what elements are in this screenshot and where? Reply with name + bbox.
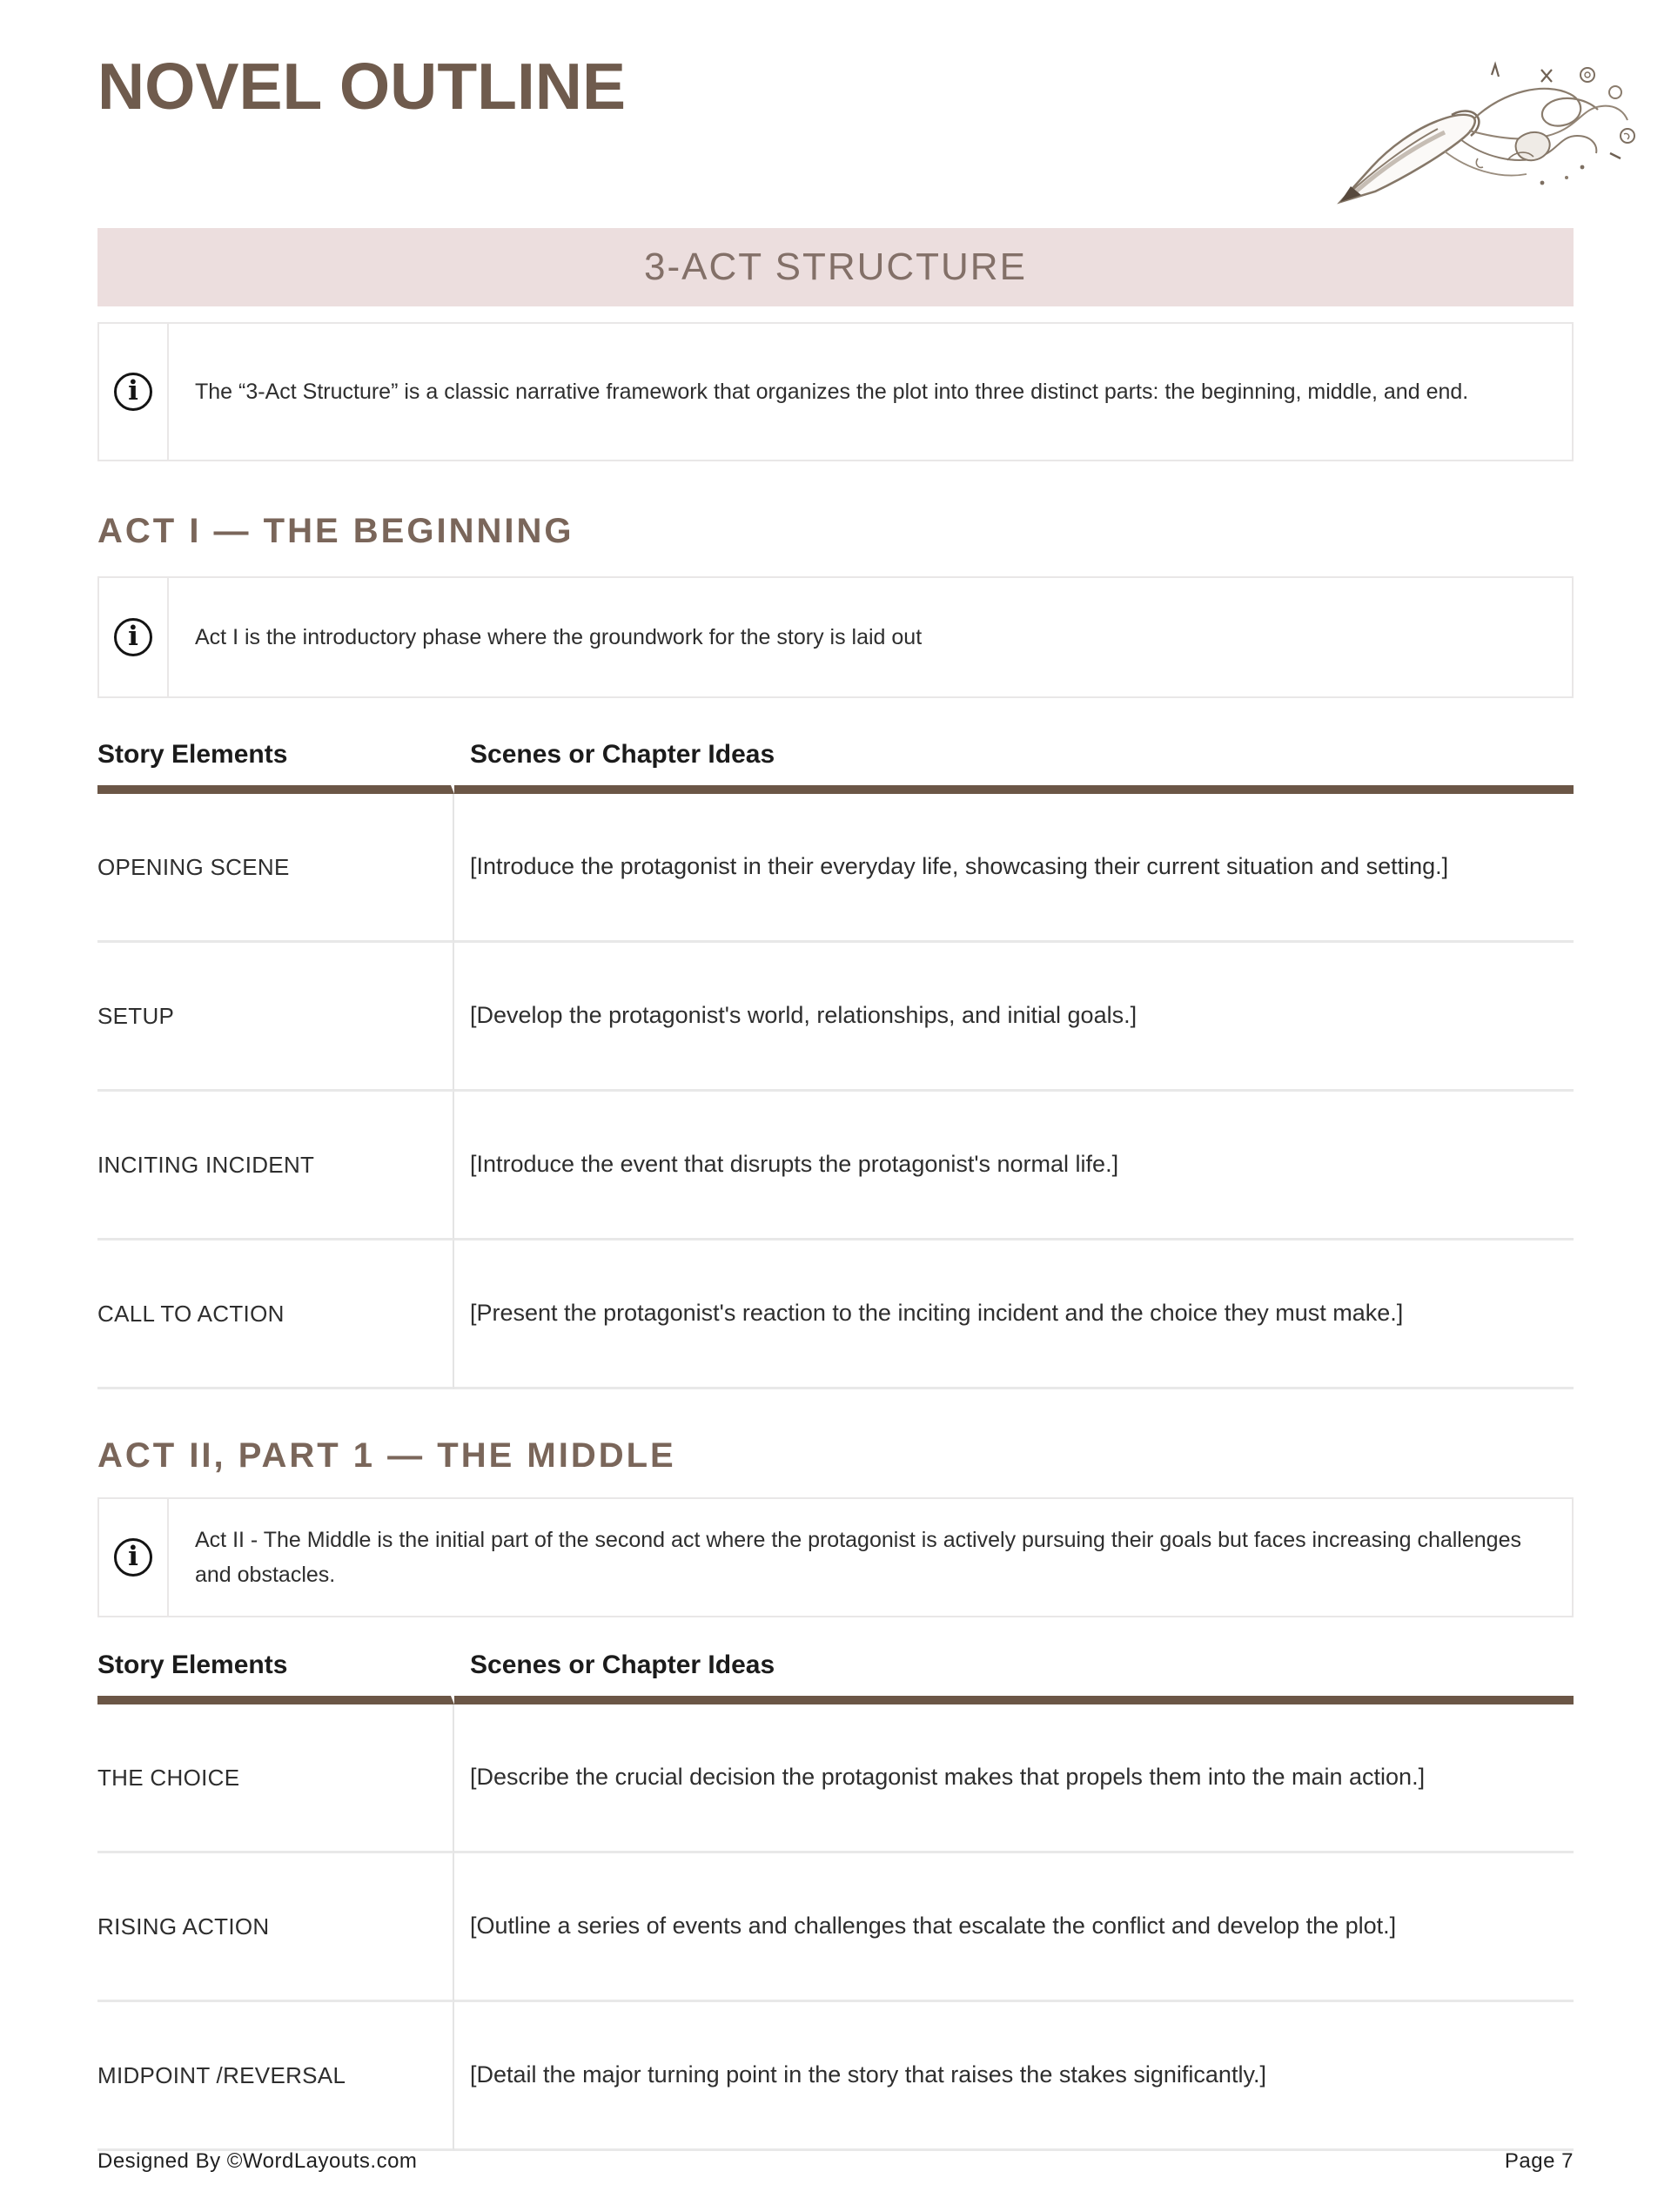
- table-row: [97, 2002, 1574, 2151]
- act2-story-table: [97, 1651, 1574, 2151]
- intro-note-icon-cell: [99, 324, 169, 460]
- act2-note-text: Act II - The Middle is the initial part of the second act where the protagonist is actively pursuing their goals but faces increasing challenges and obstacles.: [195, 1527, 1521, 1588]
- section-banner: [97, 228, 1574, 306]
- document-header: [97, 49, 1574, 124]
- document-page: [0, 49, 1671, 2212]
- act2-heading: ACT II, PART 1 — THE MIDDLE: [97, 1436, 676, 1476]
- table-row: [97, 1853, 1574, 2002]
- scene-idea-cell: [Introduce the event that disrupts the protagonist's normal life.]: [454, 1092, 1574, 1240]
- banner-title: 3-ACT STRUCTURE: [644, 245, 1027, 289]
- story-element-cell: THE CHOICE: [97, 1704, 454, 1853]
- story-element-cell: SETUP: [97, 943, 454, 1092]
- story-element-cell: MIDPOINT /REVERSAL: [97, 2002, 454, 2151]
- story-element-cell: CALL TO ACTION: [97, 1240, 454, 1389]
- info-icon: i: [114, 618, 152, 656]
- table-row: [97, 794, 1574, 943]
- column-header-scenes-ideas: Scenes or Chapter Ideas: [454, 1651, 1574, 1704]
- scene-idea-cell: [Describe the crucial decision the protagonist makes that propels them into the main action.]: [454, 1704, 1574, 1853]
- pencil-doodle-illustration: [1321, 56, 1645, 212]
- table-header-row: [97, 740, 1574, 794]
- intro-note-box: [97, 322, 1574, 461]
- act1-story-table: [97, 740, 1574, 1389]
- table-header-row: [97, 1651, 1574, 1704]
- scene-idea-cell: [Develop the protagonist's world, relationships, and initial goals.]: [454, 943, 1574, 1092]
- column-header-story-elements: Story Elements: [97, 740, 454, 794]
- act2-note-icon-cell: [99, 1499, 169, 1616]
- info-icon: i: [114, 1538, 152, 1577]
- story-element-cell: OPENING SCENE: [97, 794, 454, 943]
- page-title: NOVEL OUTLINE: [97, 50, 626, 123]
- scene-idea-cell: [Outline a series of events and challenges that escalate the conflict and develop the plot.]: [454, 1853, 1574, 2002]
- column-header-story-elements: Story Elements: [97, 1651, 454, 1704]
- act1-note-text: Act I is the introductory phase where the groundwork for the story is laid out: [195, 625, 923, 649]
- table-row: [97, 1704, 1574, 1853]
- act1-heading: ACT I — THE BEGINNING: [97, 512, 574, 551]
- scene-idea-cell: [Detail the major turning point in the story that raises the stakes significantly.]: [454, 2002, 1574, 2151]
- footer-credit: Designed By ©WordLayouts.com: [97, 2149, 418, 2173]
- table-row: [97, 1240, 1574, 1389]
- story-element-cell: INCITING INCIDENT: [97, 1092, 454, 1240]
- info-icon: i: [114, 373, 152, 411]
- column-header-scenes-ideas: Scenes or Chapter Ideas: [454, 740, 1574, 794]
- act1-note-icon-cell: [99, 578, 169, 696]
- scene-idea-cell: [Present the protagonist's reaction to the inciting incident and the choice they must make.]: [454, 1240, 1574, 1389]
- intro-note-text: The “3-Act Structure” is a classic narrative framework that organizes the plot into three distinct parts: the beginning, middle, and end.: [195, 380, 1469, 404]
- table-row: [97, 1092, 1574, 1240]
- table-row: [97, 943, 1574, 1092]
- act2-note-box: [97, 1497, 1574, 1617]
- act1-note-box: [97, 576, 1574, 698]
- page-footer: [97, 2149, 1574, 2174]
- footer-page-number: Page 7: [1504, 2149, 1574, 2173]
- story-element-cell: RISING ACTION: [97, 1853, 454, 2002]
- scene-idea-cell: [Introduce the protagonist in their everyday life, showcasing their current situation and setting.]: [454, 794, 1574, 943]
